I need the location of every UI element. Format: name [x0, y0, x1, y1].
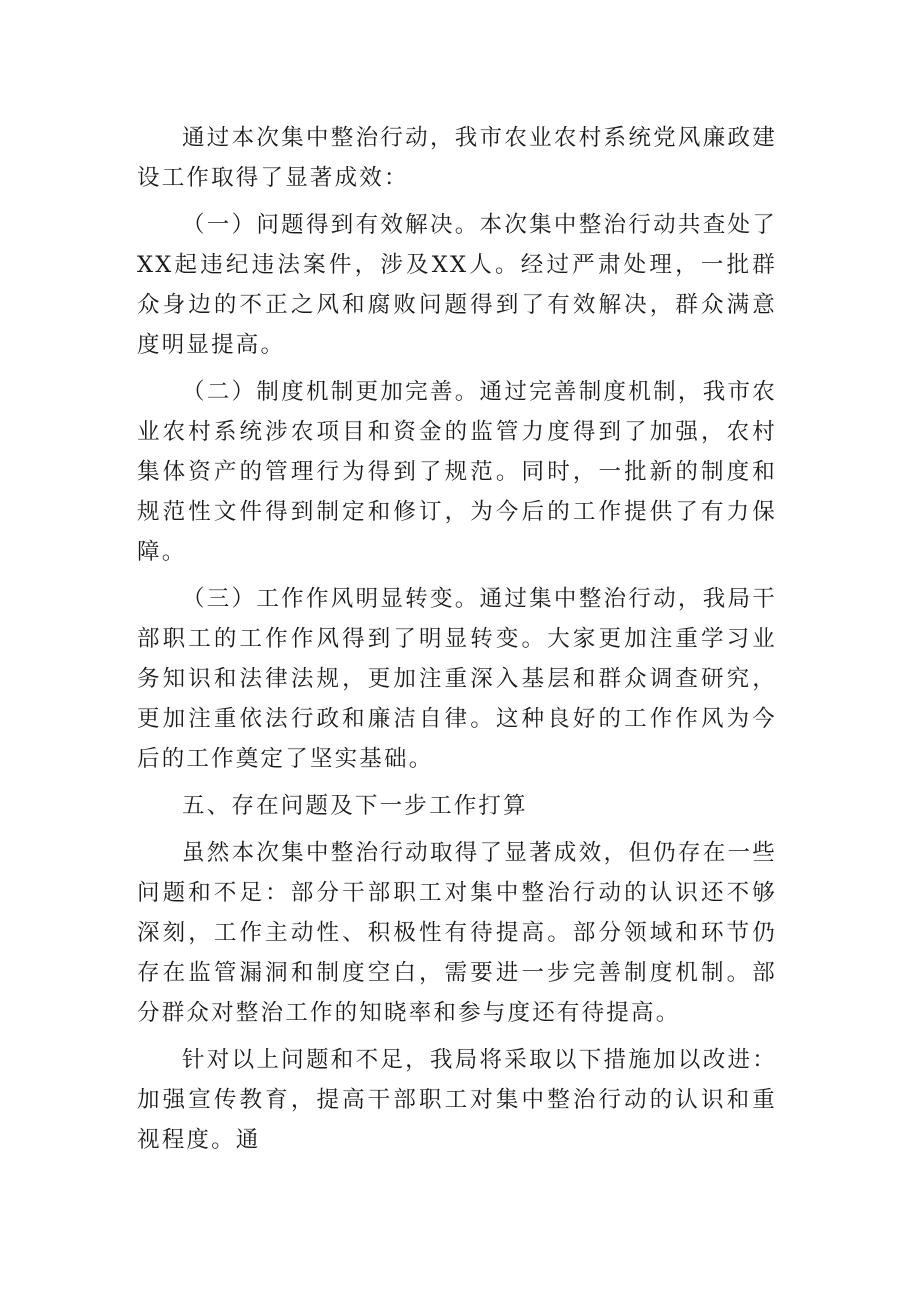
paragraph-item-3: （三）工作作风明显转变。通过集中整治行动，我局干部职工的工作作风得到了明显转变。大家更加注重学习业务知识和法律法规，更加注重深入基层和群众调查研究，更加注重依法行政和廉洁自律。这种良好的工作作风为今后的工作奠定了坚实基础。: [137, 586, 777, 772]
paragraph-intro: 通过本次集中整治行动，我市农业农村系统党风廉政建设工作取得了显著成效：: [137, 125, 777, 191]
paragraph-item-2: （二）制度机制更加完善。通过完善制度机制，我市农业农村系统涉农项目和资金的监管力度得到了加强，农村集体资产的管理行为得到了规范。同时，一批新的制度和规范性文件得到制定和修订，为今后的工作提供了有力保障。: [137, 379, 777, 565]
paragraph-item-1: （一）问题得到有效解决。本次集中整治行动共查处了XX起违纪违法案件，涉及XX人。经过严肃处理，一批群众身边的不正之风和腐败问题得到了有效解决，群众满意度明显提高。: [137, 212, 777, 358]
document-body: [137, 118, 777, 1167]
paragraph-measures: 针对以上问题和不足，我局将采取以下措施加以改进：加强宣传教育，提高干部职工对集中整治行动的认识和重视程度。通: [137, 1047, 777, 1153]
section-heading: 五、存在问题及下一步工作打算: [182, 793, 528, 819]
paragraph-problems: 虽然本次集中整治行动取得了显著成效，但仍存在一些问题和不足：部分干部职工对集中整治行动的认识还不够深刻，工作主动性、积极性有待提高。部分领域和环节仍存在监管漏洞和制度空白，需要进一步完善制度机制。部分群众对整治工作的知晓率和参与度还有待提高。: [137, 840, 777, 1026]
